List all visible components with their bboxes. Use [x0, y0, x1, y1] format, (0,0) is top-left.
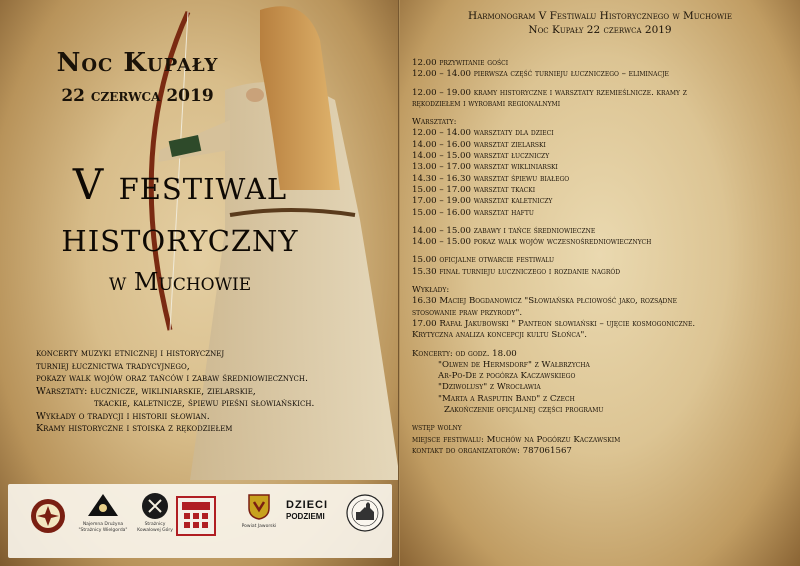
schedule-line: 14.00 – 16.00 warsztat zielarski — [412, 139, 546, 150]
schedule-line: miejsce festiwalu: Muchów na Pogórzu Kaczawskim — [412, 434, 621, 445]
schedule-line: 12.00 – 19.00 kramy historyczne i warsztaty rzemieślnicze. kramy z — [412, 87, 687, 98]
sponsor-caption: Kowalowej Góry — [137, 527, 173, 533]
event-date: 22 czerwca 2019 — [61, 86, 214, 106]
description-line: Kramy historyczne i stoiska z rękodziełem — [36, 423, 233, 434]
description-line: turniej łucznictwa tradycyjnego, — [36, 360, 190, 372]
schedule-spacer — [412, 416, 792, 423]
schedule-line: Zakończenie oficjalnej części programu — [444, 405, 604, 416]
schedule-line: Krytyczna analiza koncepcji kultu Słońca". — [412, 330, 588, 341]
schedule-line: 15.30 finał turnieju łuczniczego i rozdanie nagród — [412, 266, 621, 277]
sponsor-caption: Najemna Drużyna — [82, 522, 124, 527]
schedule-line: 12.00 przywitanie gości — [412, 58, 509, 68]
description-line: tkackie, kaletnicze, śpiewu pieśni słowiańskich. — [94, 398, 315, 409]
schedule-line: 14.30 – 16.30 warsztat śpiewu białego — [412, 173, 570, 184]
schedule-line: 12.00 – 14.00 pierwsza część turnieju łuczniczego – eliminacje — [412, 69, 669, 80]
schedule-spacer — [412, 81, 792, 88]
festival-title-line2: historyczny — [61, 212, 299, 261]
schedule-line: Wykłady: — [412, 285, 450, 296]
schedule-line: 17.00 Rafał Jakubowski " Panteon słowiański – ujęcie kosmogoniczne. — [412, 318, 696, 329]
schedule-line: rękodziełem i wyrobami regionalnymi — [412, 98, 561, 109]
schedule-spacer — [412, 342, 792, 349]
schedule-line: "Olwen de Hermsdorf" z Wałbrzycha — [438, 359, 590, 370]
schedule-spacer — [412, 248, 792, 255]
poster-right-page — [400, 0, 800, 566]
sponsor-logo-druzyna — [86, 492, 120, 518]
festival-title-line1: V festiwal — [72, 160, 288, 209]
schedule-line: wstęp wolny — [412, 423, 462, 434]
sponsor-caption: Strażnicy — [144, 522, 166, 527]
sponsor-caption: "Strażnicy Wielgorda" — [78, 527, 128, 533]
description-line: koncerty muzyki etnicznej i historycznej — [36, 348, 225, 359]
schedule-spacer — [412, 219, 792, 226]
schedule-spacer — [412, 278, 792, 285]
schedule-line: 14.00 – 15.00 warsztat łuczniczy — [412, 151, 550, 162]
schedule-line: 13.00 – 17.00 warsztat wikliniarski — [412, 162, 558, 173]
schedule-line: Koncerty: od godz. 18.00 — [412, 348, 517, 359]
sponsor-logos-strip — [8, 484, 392, 558]
schedule-list — [412, 58, 792, 457]
schedule-line: 14.00 – 15.00 zabawy i tańce średniowieczne — [412, 225, 596, 236]
schedule-line: 14.00 – 15.00 pokaz walk wojów wczesnośredniowiecznych — [412, 237, 652, 248]
sponsor-logo-dzieci-podziemi: DZIECI PODZIEMI — [286, 499, 329, 521]
schedule-line: "Dziwolusy" z Wrocławia — [438, 382, 541, 393]
description-line: Wykłady o tradycji i historii słowian. — [36, 410, 210, 422]
schedule-subheader: Noc Kupały 22 czerwca 2019 — [528, 24, 672, 36]
schedule-line: stosowanie praw przyrody". — [412, 307, 523, 318]
schedule-line: "Marta a Rasputin Band" z Czech — [438, 393, 575, 404]
church-seal-icon — [346, 494, 384, 532]
schedule-line: Warsztaty: — [412, 117, 457, 128]
schedule-line: 17.00 – 19.00 warsztat kaletniczy — [412, 196, 553, 207]
schedule-spacer — [412, 110, 792, 117]
coat-of-arms-icon — [176, 496, 216, 536]
schedule-line: 16.30 Maciej Bogdanowicz "Słowiańska płciowość jako, rozsądne — [412, 296, 677, 307]
schedule-line: 15.00 – 16.00 warsztat haftu — [412, 207, 534, 218]
description-line: pokazy walk wojów oraz tańców i zabaw średniowiecznych. — [36, 373, 309, 384]
event-name: Noc Kupały — [56, 48, 219, 78]
schedule-line: 12.00 – 14.00 warsztaty dla dzieci — [412, 128, 554, 139]
schedule-line: Ar-Po-De z pogórza Kaczawskiego — [438, 371, 576, 382]
description-line: Warsztaty: łucznicze, wikliniarskie, zielarskie, — [36, 385, 256, 397]
sponsor-logo-straznicy — [141, 492, 169, 520]
sponsor-logo-emblem — [30, 498, 66, 534]
festival-location: w Muchowie — [108, 268, 252, 296]
powiat-shield-icon — [248, 494, 270, 520]
event-description — [36, 348, 376, 436]
schedule-line: kontakt do organizatorów: 787061567 — [412, 445, 572, 456]
schedule-line: 15.00 – 17.00 warsztat tkacki — [412, 184, 536, 195]
schedule-header: Harmonogram V Festiwalu Historycznego w Muchowie — [468, 10, 732, 22]
sponsor-caption: Powiat Jaworski — [241, 524, 277, 529]
schedule-line: 15.00 oficjalne otwarcie festiwalu — [412, 255, 555, 266]
